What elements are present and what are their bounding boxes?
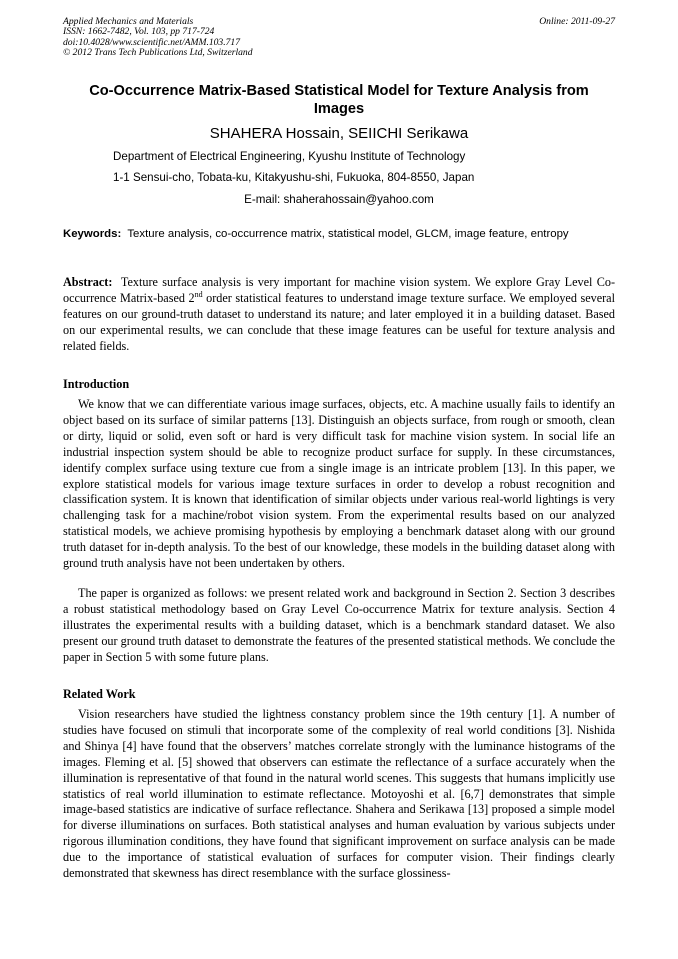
keywords — [63, 227, 615, 242]
affiliation-address: 1-1 Sensui-cho, Tobata-ku, Kitakyushu-shi, Fukuoka, 804-8550, Japan — [113, 171, 475, 184]
journal-header — [63, 17, 615, 59]
doi-line: doi:10.4028/www.scientific.net/AMM.103.717 — [63, 36, 241, 48]
abstract — [63, 275, 615, 355]
online-date: Online: 2011-09-27 — [539, 16, 615, 27]
related-work-paragraph-1: Vision researchers have studied the lightness constancy problem since the 19th century [1]. A number of studies have focused on stimuli that incorporate some of the complexity of real world conditions [3]. Nishida and Shinya [4] have found that the observers’ matches correlate strongly with the luminance histograms of the images. Fleming et al. [5] showed that observers can estimate the reflectance of a surface accurately when the illumination is representative of that found in the natural world scenes. This suggests that humans implicitly use statistics of real world illumination to estimate reflectance. Motoyoshi et al. [6,7] demonstrates that simple image-based statistics are indicative of surface reflectance. Shahera and Serikawa [13] proposed a simple model for diverse illuminations on surfaces. Both statistical analyses and human evaluation by various subjects under rigorous illumination conditions, they have found that significant improvement on surface analysis can be made due to the importance of statistical evaluation of surfaces for computer vision. Their findings clearly demonstrated that skewness has direct resemblance with the surface glossiness- — [63, 707, 615, 881]
keywords-text: Texture analysis, co-occurrence matrix, statistical model, GLCM, image feature, entropy — [127, 228, 569, 240]
related-work-heading: Related Work — [63, 687, 136, 701]
keywords-label: Keywords: — [63, 228, 122, 240]
introduction-paragraph-2: The paper is organized as follows: we present related work and background in Section 2. Section 3 describes a robust statistical methodology based on Gray Level Co-occurrence Matrix for texture analysis. Section 4 illustrates the experimental results with a building dataset, which is a benchmark standard dataset. We also present our ground truth dataset to demonstrate the features of the presented statistical methods. We conclude the paper in Section 5 with some future plans. — [63, 586, 615, 664]
abstract-text-2: order statistical features to understand image texture surface. We employed several features on our ground-truth dataset to understand its nature; and later employed it in a building dataset. Based on our experimental results, we can conclude that these image features can be useful for texture analysis and related fields. — [63, 290, 615, 353]
introduction-heading: Introduction — [63, 377, 130, 391]
affiliation-department: Department of Electrical Engineering, Kyushu Institute of Technology — [113, 150, 466, 163]
issn-line: ISSN: 1662-7482, Vol. 103, pp 717-724 — [63, 26, 215, 38]
journal-name: Applied Mechanics and Materials — [63, 16, 194, 27]
copyright-line: © 2012 Trans Tech Publications Ltd, Switzerland — [63, 47, 253, 59]
affiliation-email: E-mail: shaherahossain@yahoo.com — [244, 193, 434, 206]
paper-title: Co-Occurrence Matrix-Based Statistical Model for Texture Analysis from Images — [89, 83, 589, 117]
abstract-text-1: Texture surface analysis is very important for machine vision system. We explore Gray Level Co-occurrence Matrix-based 2 — [63, 275, 616, 305]
abstract-superscript: nd — [194, 289, 203, 299]
abstract-label: Abstract: — [63, 275, 113, 289]
paper-authors: SHAHERA Hossain, SEIICHI Serikawa — [209, 125, 469, 142]
introduction-paragraph-1: We know that we can differentiate various image surfaces, objects, etc. A machine usually fails to identify an object based on its surface of similar patterns [13]. Distinguish an objects surface, from rough or smooth, clean or dirty, liquid or solid, even soft or hard is very difficult task for machine vision system. In social life an industrial inspection system should be able to recognize product surface for supply. In these circumstances, identify complex surface using texture cue from a single image is an intricate problem [13]. In this paper, we explore statistical models for various image texture surfaces in order to develop a robust recognition and classification system. It is known that identification of similar objects under various real-world lightings is very challenging task for a machine/robot vision system. From the experimental results based on our analyzed statistical models, we achieve promising hypothesis by employing a benchmark dataset along with our ground truth dataset for in-depth analysis. To the best of our knowledge, these models in the building dataset along with ground truth analysis have not been undertaken by others. — [63, 397, 615, 571]
